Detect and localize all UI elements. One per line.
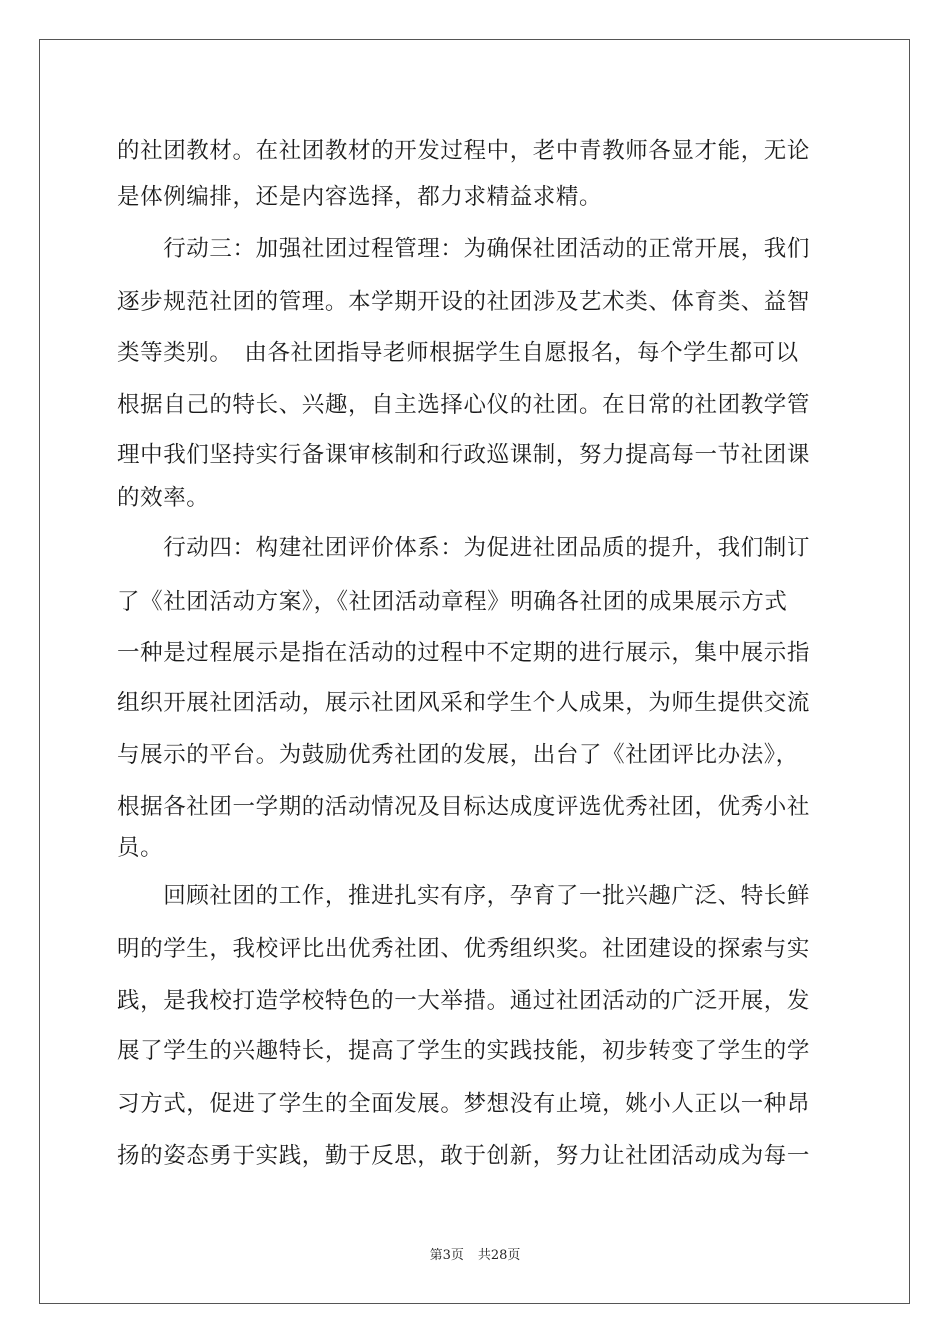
text-line: 回顾社团的工作，推进扎实有序，孕育了一批兴趣广泛、特长鲜 (117, 883, 811, 909)
current-page-label: 第3页 (429, 1248, 464, 1263)
text-line: 员。 (117, 835, 164, 861)
text-line: 的社团教材。在社团教材的开发过程中，老中青教师各显才能，无论 (117, 138, 811, 164)
text-line: 行动三：加强社团过程管理：为确保社团活动的正常开展，我们 (117, 236, 811, 262)
text-line: 组织开展社团活动，展示社团风采和学生个人成果，为师生提供交流 (117, 690, 811, 716)
text-line: 了《社团活动方案》，《社团活动章程》明确各社团的成果展示方式 (117, 589, 788, 615)
text-line: 一种是过程展示是指在活动的过程中不定期的进行展示，集中展示指 (117, 640, 811, 666)
text-line: 与展示的平台。为鼓励优秀社团的发展，出台了《社团评比办法》， (117, 742, 799, 768)
text-line: 根据各社团一学期的活动情况及目标达成度评选优秀社团，优秀小社 (117, 794, 811, 820)
text-line: 扬的姿态勇于实践，勤于反思，敢于创新，努力让社团活动成为每一 (117, 1143, 811, 1169)
text-line: 理中我们坚持实行备课审核制和行政巡课制，努力提高每一节社团课 (117, 442, 811, 468)
text-line: 类等类别。 由各社团指导老师根据学生自愿报名，每个学生都可以 (117, 340, 799, 366)
text-line: 的效率。 (117, 485, 210, 511)
page-footer (0, 1247, 950, 1265)
text-line: 习方式，促进了学生的全面发展。梦想没有止境，姚小人正以一种昂 (117, 1091, 811, 1117)
text-line: 根据自己的特长、兴趣，自主选择心仪的社团。在日常的社团教学管 (117, 392, 811, 418)
text-line: 逐步规范社团的管理。本学期开设的社团涉及艺术类、体育类、益智 (117, 289, 811, 315)
text-line: 是体例编排，还是内容选择，都力求精益求精。 (117, 184, 603, 210)
text-line: 展了学生的兴趣特长，提高了学生的实践技能，初步转变了学生的学 (117, 1038, 811, 1064)
text-line: 行动四：构建社团评价体系：为促进社团品质的提升，我们制订 (117, 535, 811, 561)
total-pages-label: 共28页 (477, 1248, 521, 1263)
text-line: 践，是我校打造学校特色的一大举措。通过社团活动的广泛开展，发 (117, 988, 811, 1014)
text-line: 明的学生，我校评比出优秀社团、优秀组织奖。社团建设的探索与实 (117, 936, 811, 962)
